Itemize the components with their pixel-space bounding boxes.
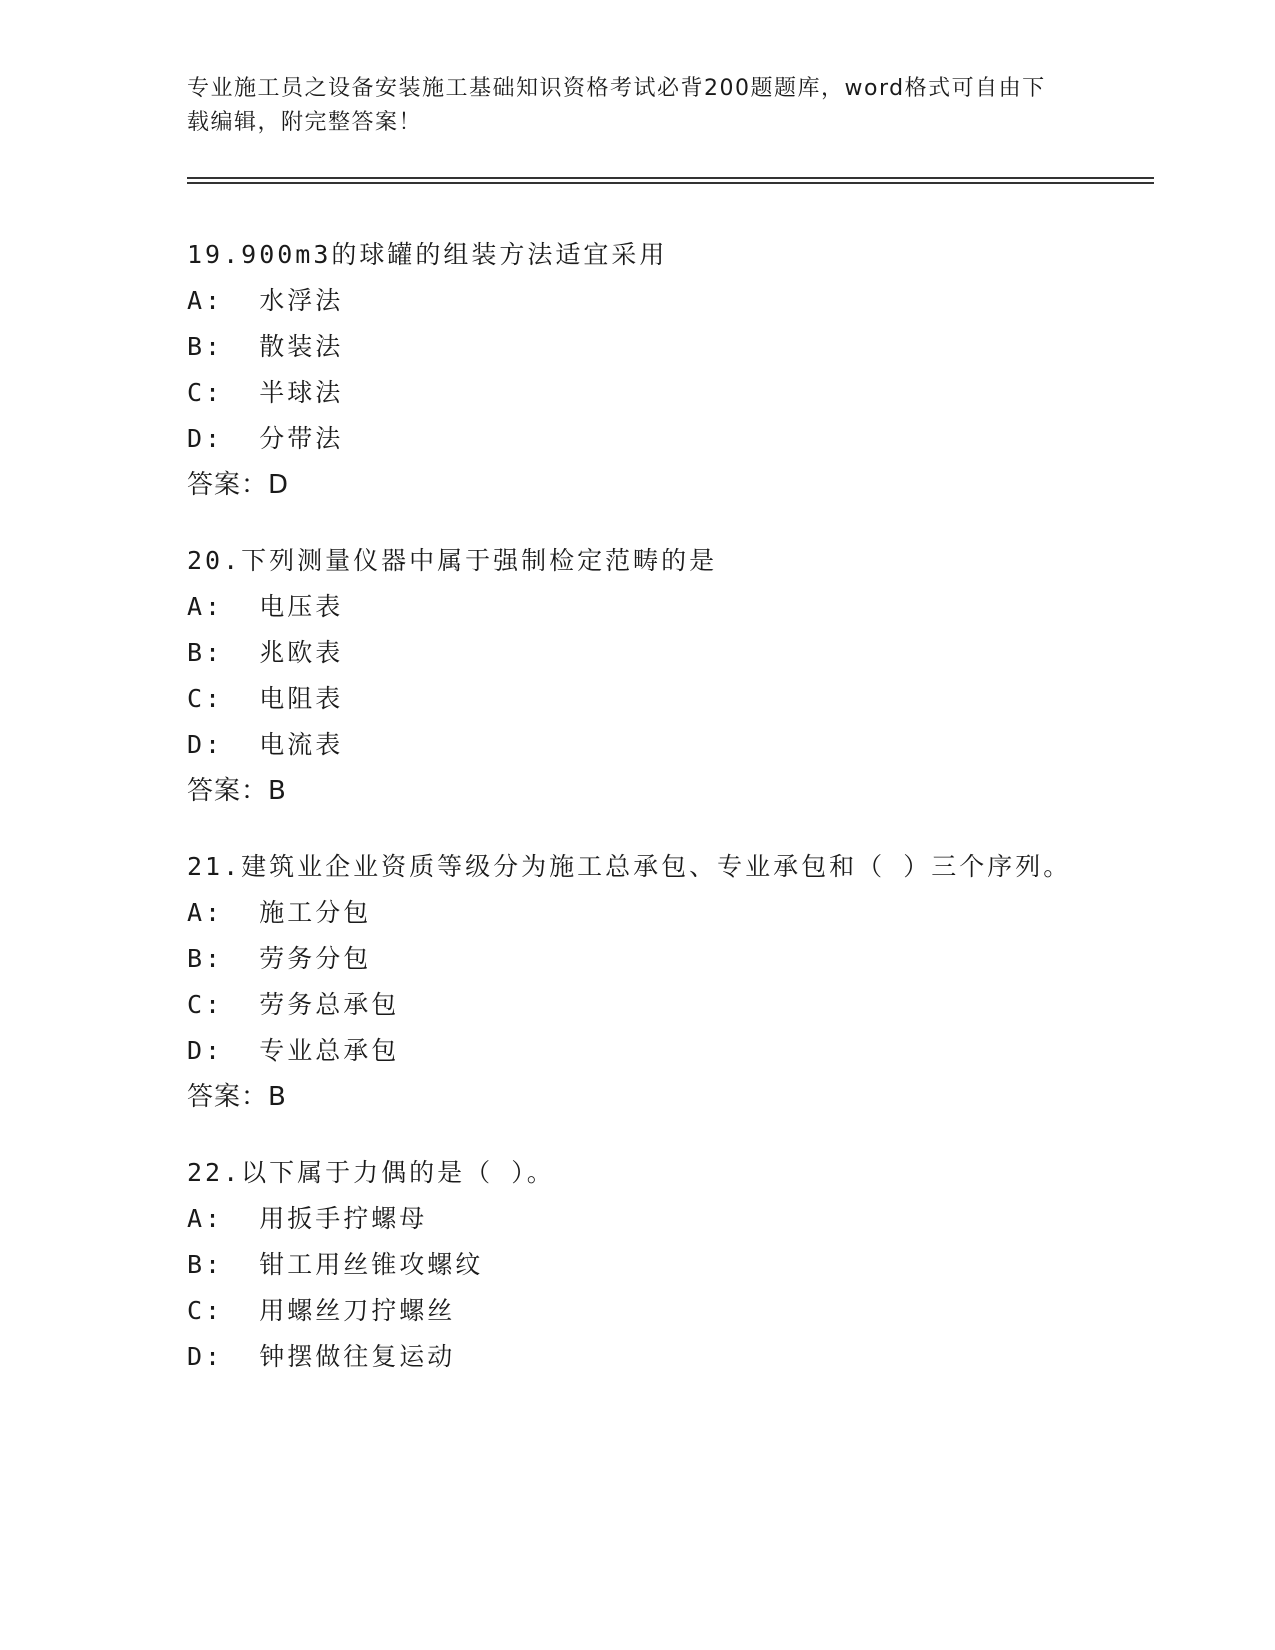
option-d: D: 分带法: [187, 424, 344, 453]
option-a: A: 水浮法: [187, 286, 344, 315]
option-c: C: 用螺丝刀拧螺丝: [187, 1296, 456, 1325]
question-title: 19.900m3的球罐的组装方法适宜采用: [187, 240, 668, 269]
question-title: 20.下列测量仪器中属于强制检定范畴的是: [187, 546, 718, 575]
option-b: B: 兆欧表: [187, 638, 344, 667]
option-d: D: 电流表: [187, 730, 344, 759]
option-a: A: 用扳手拧螺母: [187, 1204, 428, 1233]
question-title: 21.建筑业企业资质等级分为施工总承包、专业承包和（ ）三个序列。: [187, 852, 1072, 881]
option-b: B: 劳务分包: [187, 944, 372, 973]
question-list: [187, 232, 1087, 1410]
option-b: B: 散装法: [187, 332, 344, 361]
question-21: [187, 844, 1087, 1120]
question-20: [187, 538, 1087, 814]
option-c: C: 劳务总承包: [187, 990, 400, 1019]
option-d: D: 钟摆做往复运动: [187, 1342, 456, 1371]
option-a: A: 施工分包: [187, 898, 372, 927]
question-title: 22.以下属于力偶的是（ ）。: [187, 1158, 555, 1187]
answer-line: 答案：B: [187, 776, 287, 806]
header-divider-bottom: [187, 182, 1154, 184]
option-d: D: 专业总承包: [187, 1036, 400, 1065]
header-divider-top: [187, 177, 1154, 179]
question-22: [187, 1150, 1087, 1380]
document-header: 专业施工员之设备安装施工基础知识资格考试必背200题题库，word格式可自由下载编辑，附完整答案！: [187, 76, 1046, 135]
option-c: C: 电阻表: [187, 684, 344, 713]
option-b: B: 钳工用丝锥攻螺纹: [187, 1250, 484, 1279]
option-c: C: 半球法: [187, 378, 344, 407]
option-a: A: 电压表: [187, 592, 344, 621]
question-19: [187, 232, 1087, 508]
answer-line: 答案：B: [187, 1082, 287, 1112]
answer-line: 答案：D: [187, 470, 290, 500]
